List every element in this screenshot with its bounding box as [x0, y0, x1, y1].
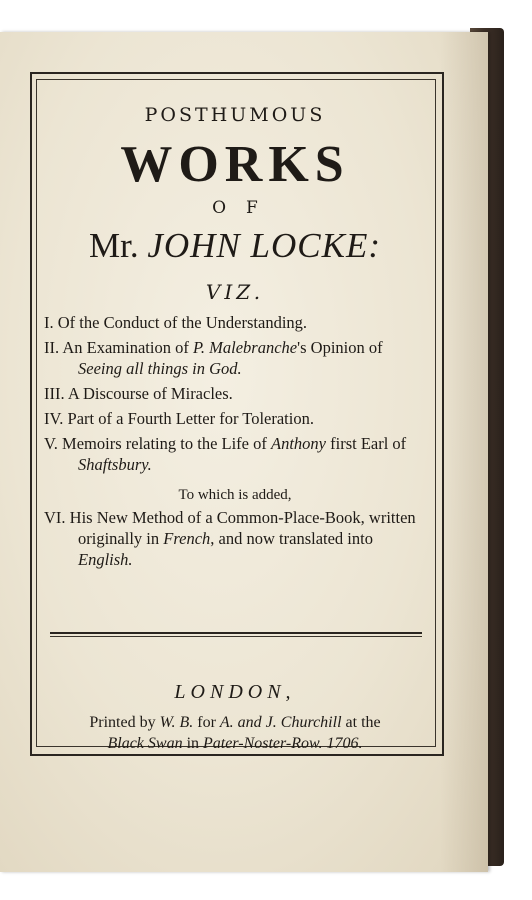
heading-posthumous: POSTHUMOUS	[144, 104, 326, 126]
item-italic: English.	[78, 550, 133, 569]
contents-list-added	[44, 507, 426, 570]
list-item	[44, 408, 426, 429]
author-name: JOHN LOCKE:	[147, 226, 381, 265]
item-italic: Anthony	[271, 434, 326, 453]
contents-list	[44, 312, 426, 475]
imprint-text: in	[182, 735, 204, 752]
list-item	[44, 312, 426, 333]
divider-rule	[50, 632, 422, 634]
item-italic: Seeing all things in God.	[78, 359, 242, 378]
imprint-text: at the	[341, 714, 381, 731]
item-text: His New Method of a Common-Place-Book, written originally in	[69, 508, 416, 548]
item-italic: Shaftsbury.	[78, 455, 152, 474]
item-text: 's Opinion of	[297, 338, 383, 357]
imprint-text: for	[193, 714, 220, 731]
heading-of: OF	[212, 198, 278, 218]
item-numeral: I.	[44, 313, 54, 332]
list-item	[44, 383, 426, 404]
author-prefix: Mr.	[88, 226, 139, 265]
heading-works: WORKS	[120, 136, 350, 193]
item-text: first Earl of	[326, 434, 407, 453]
item-numeral: II.	[44, 338, 60, 357]
item-text: Memoirs relating to the Life of	[62, 434, 271, 453]
title-block	[44, 92, 426, 574]
item-text: , and now translated into	[210, 529, 373, 548]
item-numeral: VI.	[44, 508, 66, 527]
imprint-shop: Black Swan	[107, 735, 183, 752]
item-italic: French	[163, 529, 211, 548]
divider-rule-thin	[50, 636, 422, 637]
viz-label: VIZ.	[205, 280, 265, 304]
item-text: Of the Conduct of the Understanding.	[57, 313, 308, 332]
imprint-text: Printed by	[89, 714, 160, 731]
item-numeral: IV.	[44, 409, 64, 428]
item-text: Part of a Fourth Letter for Toleration.	[67, 409, 314, 428]
title-page	[0, 32, 488, 872]
imprint-city: LONDON,	[174, 681, 296, 703]
imprint-year: 1706.	[322, 735, 363, 752]
imprint-publisher: A. and J. Churchill	[219, 714, 342, 731]
list-item	[44, 337, 426, 379]
imprint-street: Pater-Noster-Row.	[203, 735, 323, 752]
author-line	[44, 224, 426, 268]
list-item	[44, 433, 426, 475]
item-text: A Discourse of Miracles.	[67, 384, 233, 403]
added-line: To which is added,	[178, 487, 292, 503]
item-text: An Examination of	[62, 338, 193, 357]
imprint-printer: W. B.	[159, 714, 194, 731]
item-numeral: V.	[44, 434, 58, 453]
item-italic: P. Malebranche	[192, 338, 298, 357]
item-numeral: III.	[44, 384, 65, 403]
imprint-block	[44, 680, 426, 754]
imprint-printer-line	[44, 712, 426, 754]
page-edge-shade	[440, 32, 488, 872]
list-item	[44, 507, 426, 570]
